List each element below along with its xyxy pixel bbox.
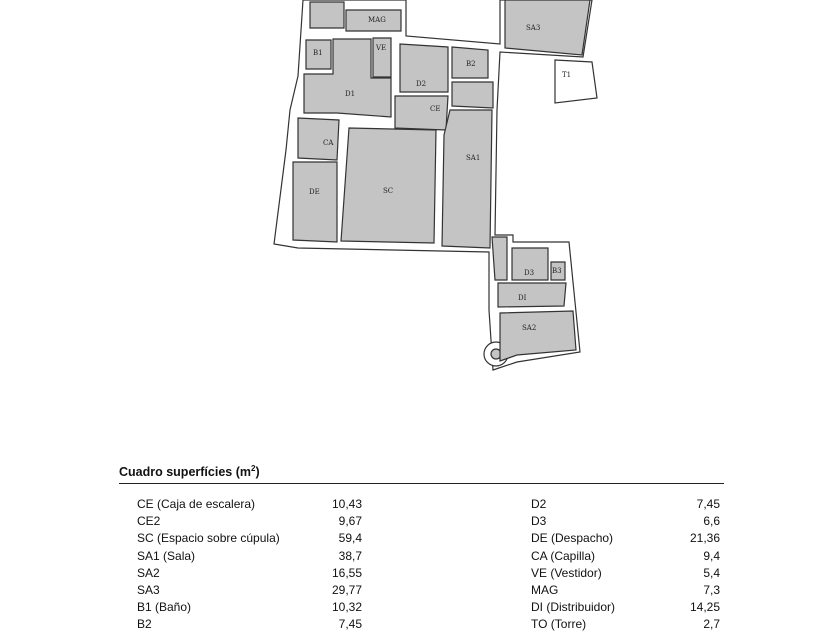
room-sa3 (505, 0, 590, 55)
room-name: B1 (Baño) (137, 600, 192, 615)
label-d2: D2 (416, 80, 427, 88)
room-area: 29,77 (331, 582, 362, 597)
table-row (137, 496, 362, 513)
table-divider (119, 483, 724, 484)
surface-table-left (137, 496, 362, 634)
label-sa2: SA2 (522, 324, 537, 332)
label-b2: B2 (466, 60, 476, 68)
label-d1: D1 (345, 90, 356, 98)
room-area: 21,36 (689, 531, 720, 546)
label-mag: MAG (368, 16, 386, 24)
table-row (137, 616, 362, 633)
room-area: 7,45 (696, 497, 720, 511)
room-area: 14,25 (689, 600, 720, 615)
room-area: 16,55 (331, 565, 362, 580)
label-ve: VE (376, 44, 387, 52)
room-area: 5,4 (703, 565, 720, 580)
label-di: DI (518, 294, 527, 302)
room-name: MAG (531, 582, 559, 597)
table-row (137, 548, 362, 565)
surface-table-right (531, 496, 720, 634)
room-name: TO (Torre) (531, 617, 587, 632)
room-area: 7,3 (703, 582, 720, 597)
table-row (137, 565, 362, 582)
room-de (293, 162, 337, 242)
label-b3: B3 (552, 267, 562, 275)
room-top-left (310, 2, 344, 28)
label-sc: SC (383, 187, 394, 195)
room-name: DI (Distribuidor) (531, 600, 616, 615)
room-name: SA1 (Sala) (137, 548, 196, 563)
room-area: 9,67 (338, 514, 362, 529)
room-sc (341, 128, 436, 243)
table-row (137, 599, 362, 616)
table-row (531, 565, 720, 582)
label-b1: B1 (313, 49, 323, 57)
room-t1 (555, 60, 597, 103)
table-row (137, 530, 362, 547)
room-area: 10,32 (331, 600, 362, 615)
room-di (498, 283, 566, 307)
label-sa3: SA3 (526, 24, 541, 32)
table-row (137, 513, 362, 530)
room-name: CE (Caja de escalera) (137, 497, 256, 511)
room-name: SC (Espacio sobre cúpula) (137, 531, 280, 546)
room-area: 59,4 (338, 531, 362, 546)
table-row (531, 513, 720, 530)
room-name: D3 (531, 514, 547, 529)
room-area: 6,6 (703, 514, 720, 529)
label-ca: CA (323, 139, 334, 147)
room-name: CE2 (137, 514, 161, 529)
label-ce: CE (430, 105, 441, 113)
label-sa1: SA1 (466, 154, 481, 162)
room-area: 38,7 (338, 548, 362, 563)
room-area: 10,43 (331, 497, 362, 511)
surface-table-title: Cuadro superfícies $(m^2)$ (119, 464, 260, 480)
room-area: 9,4 (703, 548, 720, 563)
table-row (137, 582, 362, 599)
room-name: CA (Capilla) (531, 548, 596, 563)
room-name: VE (Vestidor) (531, 565, 602, 580)
room-area: 7,45 (338, 617, 362, 632)
table-row (531, 599, 720, 616)
room-name: SA2 (137, 565, 160, 580)
room-ce2-strip (452, 82, 493, 108)
label-t1: T1 (562, 71, 572, 79)
room-stair-link (492, 237, 507, 280)
label-de: DE (309, 188, 320, 196)
room-sa1 (442, 110, 492, 248)
table-row (531, 530, 720, 547)
table-row (531, 548, 720, 565)
label-d3: D3 (524, 269, 535, 277)
room-name: DE (Despacho) (531, 531, 614, 546)
table-row (531, 616, 720, 633)
room-name: SA3 (137, 582, 160, 597)
room-name: D2 (531, 497, 547, 511)
room-area: 2,7 (703, 617, 720, 632)
room-ce (395, 96, 448, 130)
table-row (531, 582, 720, 599)
table-row (531, 496, 720, 513)
room-name: B2 (137, 617, 152, 632)
